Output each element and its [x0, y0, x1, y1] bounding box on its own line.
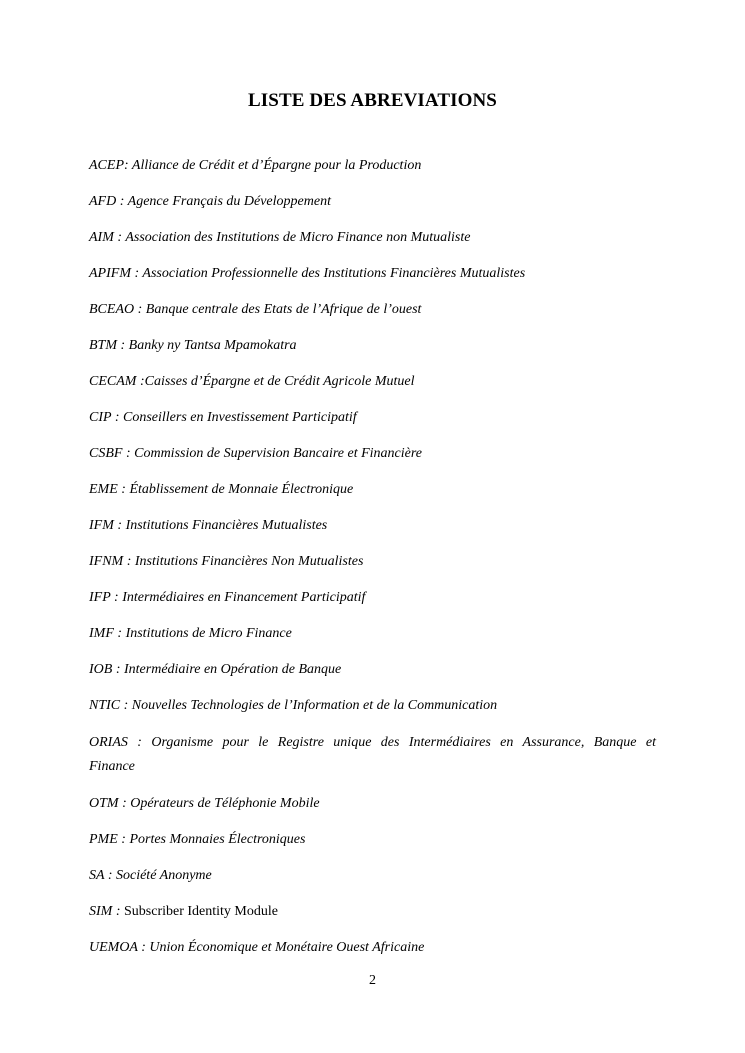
abbreviation-separator: : [113, 230, 126, 245]
abbreviation-acronym: SIM [89, 904, 113, 919]
abbreviation-item-bceao [89, 299, 656, 321]
abbreviation-expansion: Intermédiaire en Opération de Banque [124, 662, 342, 677]
abbreviation-expansion-continuation: Finance [89, 759, 135, 774]
abbreviation-acronym: BCEAO [89, 302, 135, 317]
abbreviation-separator: : [104, 868, 116, 883]
abbreviation-separator: : [118, 796, 131, 811]
abbreviation-separator: : [112, 904, 124, 919]
abbreviation-expansion: Institutions Financières Mutualistes [125, 518, 328, 533]
abbreviation-separator: : [123, 554, 135, 569]
abbreviation-acronym: IFNM [89, 554, 124, 569]
abbreviation-expansion: Institutions Financières Non Mutualistes [134, 554, 364, 569]
abbreviation-acronym: AFD [89, 194, 117, 209]
abbreviation-acronym: CECAM [89, 374, 137, 389]
abbreviation-item-ifm [89, 515, 656, 537]
abbreviation-separator: : [120, 698, 132, 713]
abbreviation-item-sim [89, 901, 656, 923]
abbreviation-expansion: Société Anonyme [115, 868, 212, 883]
abbreviation-acronym: IOB [89, 662, 113, 677]
abbreviation-acronym: IMF [89, 626, 114, 641]
abbreviation-separator: : [137, 940, 150, 955]
abbreviation-item-afd [89, 191, 656, 213]
abbreviation-acronym: SA [89, 868, 105, 883]
abbreviation-expansion: Caisses d’Épargne et de Crédit Agricole Mutuel [144, 374, 415, 389]
abbreviation-separator: : [116, 194, 128, 209]
abbreviation-separator: : [117, 832, 130, 847]
abbreviation-acronym: BTM [89, 338, 117, 353]
abbreviation-acronym: ACEP [89, 158, 124, 173]
abbreviation-expansion: Union Économique et Monétaire Ouest Africaine [149, 940, 425, 955]
abbreviation-item-iob [89, 659, 656, 681]
abbreviation-separator: : [122, 446, 135, 461]
abbreviation-item-imf [89, 623, 656, 645]
abbreviation-item-ifnm [89, 551, 656, 573]
abbreviation-item-cecam [89, 371, 656, 393]
abbreviation-item-eme [89, 479, 656, 501]
abbreviation-acronym: ORIAS [89, 735, 128, 750]
abbreviation-expansion: Conseillers en Investissement Participatif [122, 410, 357, 425]
abbreviation-acronym: UEMOA [89, 940, 138, 955]
page-number: 2 [369, 973, 376, 988]
abbreviation-expansion: Commission de Supervision Bancaire et Financière [134, 446, 422, 461]
abbreviation-item-orias [89, 731, 656, 779]
abbreviation-item-btm [89, 335, 656, 357]
abbreviation-separator: : [111, 410, 123, 425]
abbreviation-item-csbf [89, 443, 656, 465]
abbreviation-item-ifp [89, 587, 656, 609]
abbreviation-separator: : [134, 302, 146, 317]
abbreviation-expansion: Alliance de Crédit et d’Épargne pour la Production [131, 158, 422, 173]
abbreviation-item-acep [89, 155, 656, 177]
abbreviation-acronym: PME [89, 832, 118, 847]
abbreviation-expansion: Agence Français du Développement [127, 194, 331, 209]
abbreviation-list [89, 155, 656, 973]
abbreviation-expansion: Subscriber Identity Module [124, 904, 278, 919]
abbreviation-expansion: Opérateurs de Téléphonie Mobile [130, 796, 320, 811]
abbreviation-acronym: CSBF [89, 446, 123, 461]
page-title: LISTE DES ABREVIATIONS [248, 90, 497, 111]
abbreviation-item-otm [89, 793, 656, 815]
abbreviation-expansion: Organisme pour le Registre unique des Intermédiaires en Assurance, Banque et [151, 735, 656, 750]
abbreviation-expansion: Association des Institutions de Micro Finance non Mutualiste [125, 230, 471, 245]
abbreviation-separator: : [127, 735, 152, 750]
abbreviation-separator: : [130, 266, 143, 281]
abbreviation-acronym: CIP [89, 410, 112, 425]
abbreviation-expansion: Association Professionnelle des Institutions Financières Mutualistes [142, 266, 526, 281]
abbreviation-separator: : [136, 374, 145, 389]
abbreviation-separator: : [113, 518, 126, 533]
abbreviation-acronym: IFM [89, 518, 114, 533]
abbreviation-expansion: Intermédiaires en Financement Participatif [122, 590, 366, 605]
abbreviation-item-sa [89, 865, 656, 887]
abbreviation-expansion: Institutions de Micro Finance [125, 626, 292, 641]
abbreviation-item-ntic [89, 695, 656, 717]
abbreviation-separator: : [124, 158, 132, 173]
abbreviation-acronym: AIM [89, 230, 114, 245]
abbreviation-separator: : [112, 662, 124, 677]
abbreviation-item-apifm [89, 263, 656, 285]
abbreviation-expansion: Portes Monnaies Électroniques [129, 832, 306, 847]
abbreviation-expansion: Établissement de Monnaie Électronique [129, 482, 354, 497]
abbreviation-acronym: NTIC [89, 698, 121, 713]
abbreviation-expansion: Nouvelles Technologies de l’Information et de la Communication [131, 698, 498, 713]
abbreviation-item-pme [89, 829, 656, 851]
abbreviation-item-cip [89, 407, 656, 429]
abbreviation-item-aim [89, 227, 656, 249]
abbreviation-acronym: EME [89, 482, 118, 497]
abbreviation-line-1 [89, 731, 656, 755]
abbreviation-acronym: OTM [89, 796, 119, 811]
abbreviation-acronym: IFP [89, 590, 111, 605]
abbreviation-separator: : [117, 482, 130, 497]
abbreviation-item-uemoa [89, 937, 656, 959]
abbreviation-expansion: Banky ny Tantsa Mpamokatra [128, 338, 297, 353]
abbreviation-separator: : [110, 590, 123, 605]
abbreviation-separator: : [113, 626, 126, 641]
abbreviation-expansion: Banque centrale des Etats de l’Afrique de l’ouest [145, 302, 422, 317]
abbreviation-separator: : [117, 338, 129, 353]
abbreviation-acronym: APIFM [89, 266, 131, 281]
